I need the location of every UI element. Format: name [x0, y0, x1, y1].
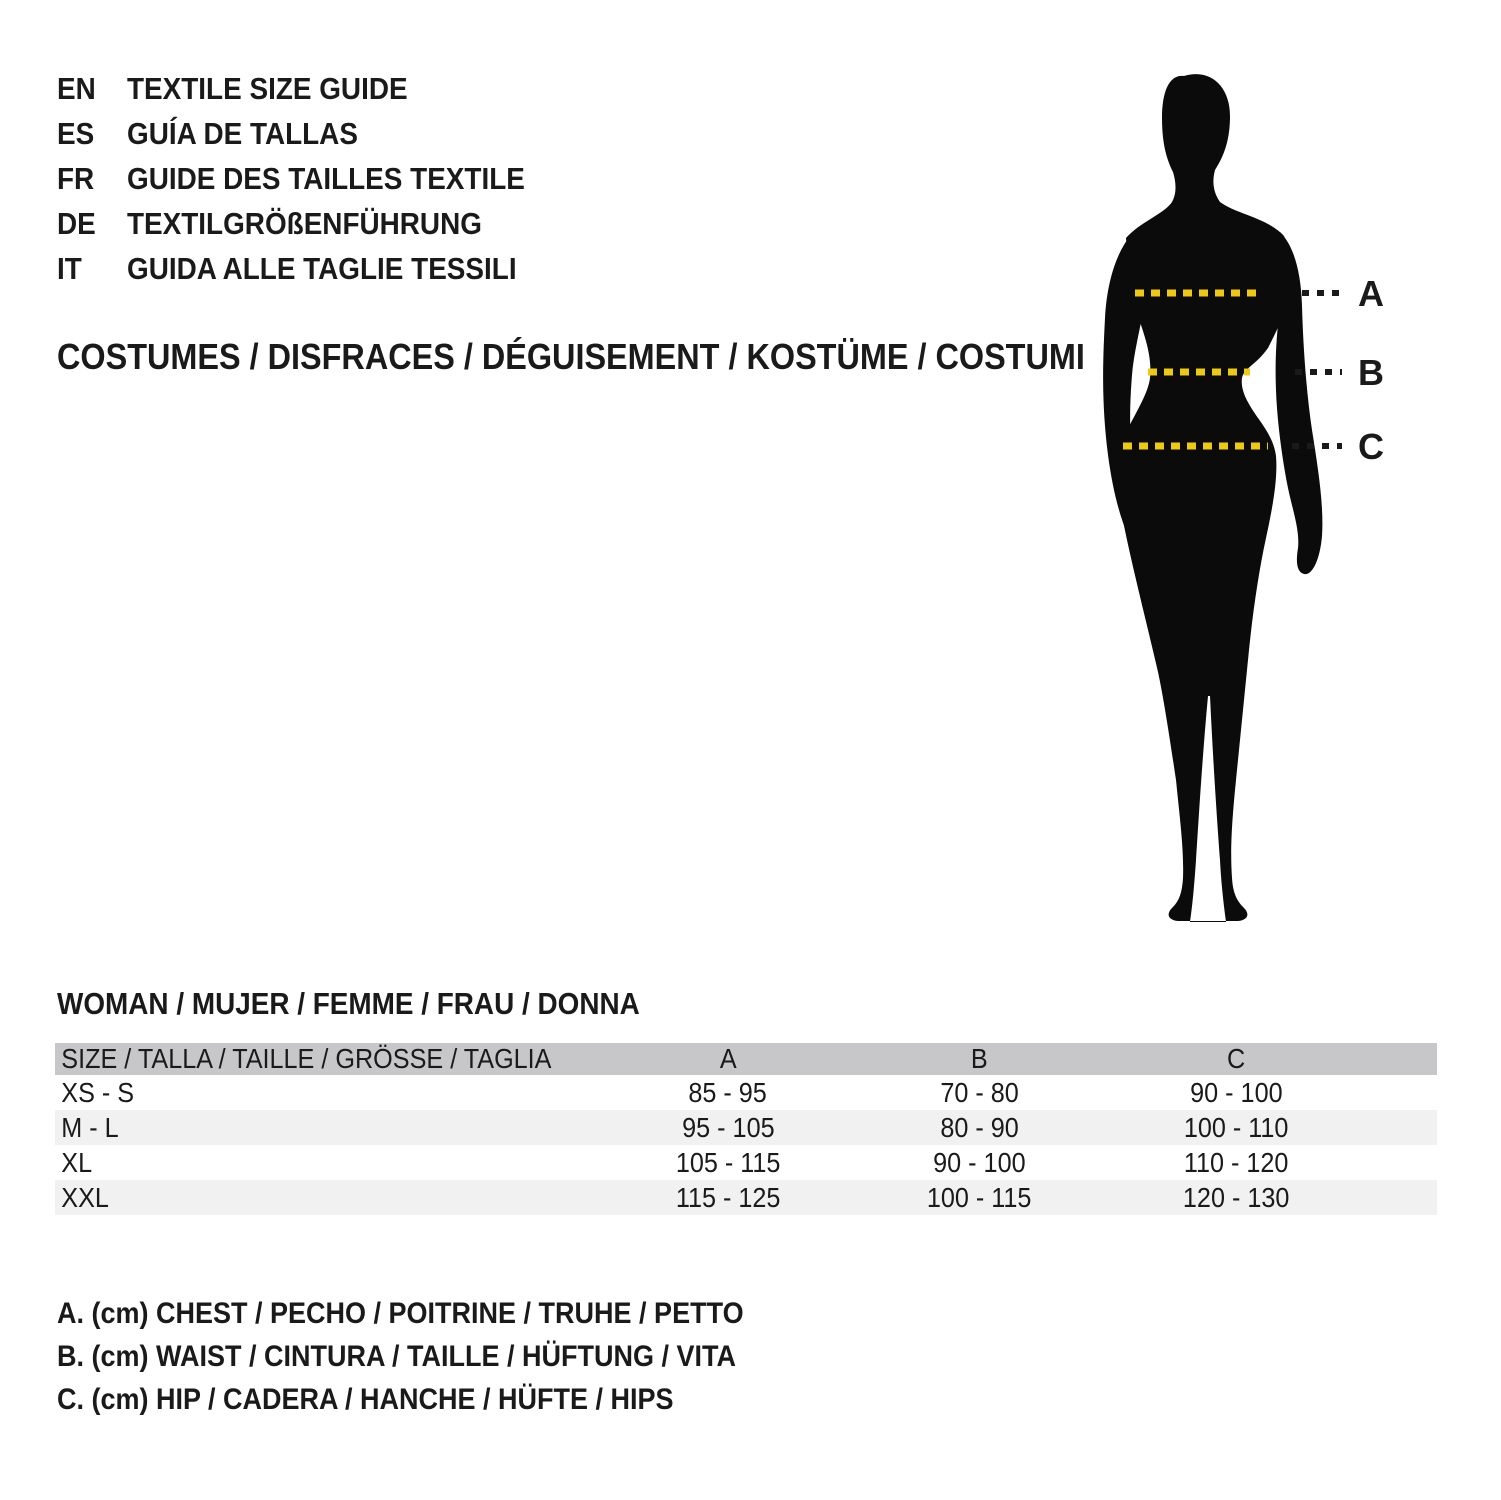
table-row-xxl	[55, 1180, 1437, 1215]
spacer-cell	[1362, 1110, 1437, 1145]
chest-range-cell: 95 - 105	[681, 1111, 775, 1143]
column-header-b: B	[971, 1043, 988, 1074]
woman-silhouette-figure	[1080, 60, 1400, 940]
language-row-de	[57, 201, 569, 246]
size-table	[55, 1043, 1437, 1215]
size-cell: XS - S	[61, 1076, 135, 1108]
size-column-header: SIZE / TALLA / TAILLE / GRÖSSE / TAGLIA	[61, 1043, 552, 1074]
language-code: FR	[57, 160, 95, 196]
woman-right-arm	[1275, 232, 1322, 574]
language-list	[57, 66, 569, 291]
section-title-woman: WOMAN / MUJER / FEMME / FRAU / DONNA	[57, 986, 640, 1021]
guide-title: TEXTILE SIZE GUIDE	[127, 70, 408, 106]
hip-range-cell: 90 - 100	[1190, 1076, 1283, 1108]
guide-title: GUÍA DE TALLAS	[127, 115, 358, 151]
language-row-en	[57, 66, 569, 111]
woman-silhouette	[1116, 74, 1290, 922]
waist-range-cell: 90 - 100	[933, 1146, 1026, 1178]
language-row-it	[57, 246, 569, 291]
hip-range-cell: 110 - 120	[1184, 1146, 1289, 1178]
waist-range-cell: 80 - 90	[940, 1111, 1019, 1143]
chest-range-cell: 85 - 95	[688, 1076, 768, 1108]
category-title: COSTUMES / DISFRACES / DÉGUISEMENT / KOSTÜME / COSTUMI	[57, 336, 1085, 377]
hip-range-cell: 100 - 110	[1184, 1111, 1289, 1143]
size-table-header-row	[55, 1043, 1437, 1075]
legend-line-waist: B. (cm) WAIST / CINTURA / TAILLE / HÜFTUNG / VITA	[57, 1339, 736, 1373]
spacer-cell	[1362, 1075, 1437, 1110]
measurement-legend	[57, 1292, 820, 1421]
guide-title: TEXTILGRÖßENFÜHRUNG	[127, 205, 482, 241]
guide-title: GUIDE DES TAILLES TEXTILE	[127, 160, 525, 196]
chest-range-cell: 115 - 125	[675, 1181, 781, 1213]
legend-line-chest: A. (cm) CHEST / PECHO / POITRINE / TRUHE / PETTO	[57, 1296, 744, 1330]
waist-range-cell: 100 - 115	[927, 1181, 1032, 1213]
language-row-es	[57, 111, 569, 156]
spacer-cell	[1362, 1145, 1437, 1180]
table-row-m-l	[55, 1110, 1437, 1145]
language-code: DE	[57, 205, 96, 241]
hip-range-cell: 120 - 130	[1183, 1181, 1290, 1213]
column-header-c: C	[1227, 1043, 1246, 1074]
hip-label: C	[1358, 426, 1384, 467]
guide-title: GUIDA ALLE TAGLIE TESSILI	[127, 250, 517, 286]
column-header-a: A	[719, 1043, 737, 1074]
size-cell: XL	[61, 1146, 93, 1178]
language-row-fr	[57, 156, 569, 201]
table-row-xs-s	[55, 1075, 1437, 1110]
legend-line-hip: C. (cm) HIP / CADERA / HANCHE / HÜFTE / HIPS	[57, 1382, 674, 1416]
spacer-column	[1362, 1043, 1437, 1075]
table-row-xl	[55, 1145, 1437, 1180]
size-cell: M - L	[61, 1111, 119, 1143]
spacer-cell	[1362, 1180, 1437, 1215]
size-cell: XXL	[61, 1181, 109, 1213]
chest-range-cell: 105 - 115	[675, 1146, 781, 1178]
language-code: ES	[57, 115, 95, 151]
waist-range-cell: 70 - 80	[940, 1076, 1019, 1108]
chest-label: A	[1358, 273, 1384, 314]
waist-label: B	[1358, 352, 1384, 393]
language-code: IT	[57, 250, 82, 286]
language-code: EN	[57, 70, 96, 106]
